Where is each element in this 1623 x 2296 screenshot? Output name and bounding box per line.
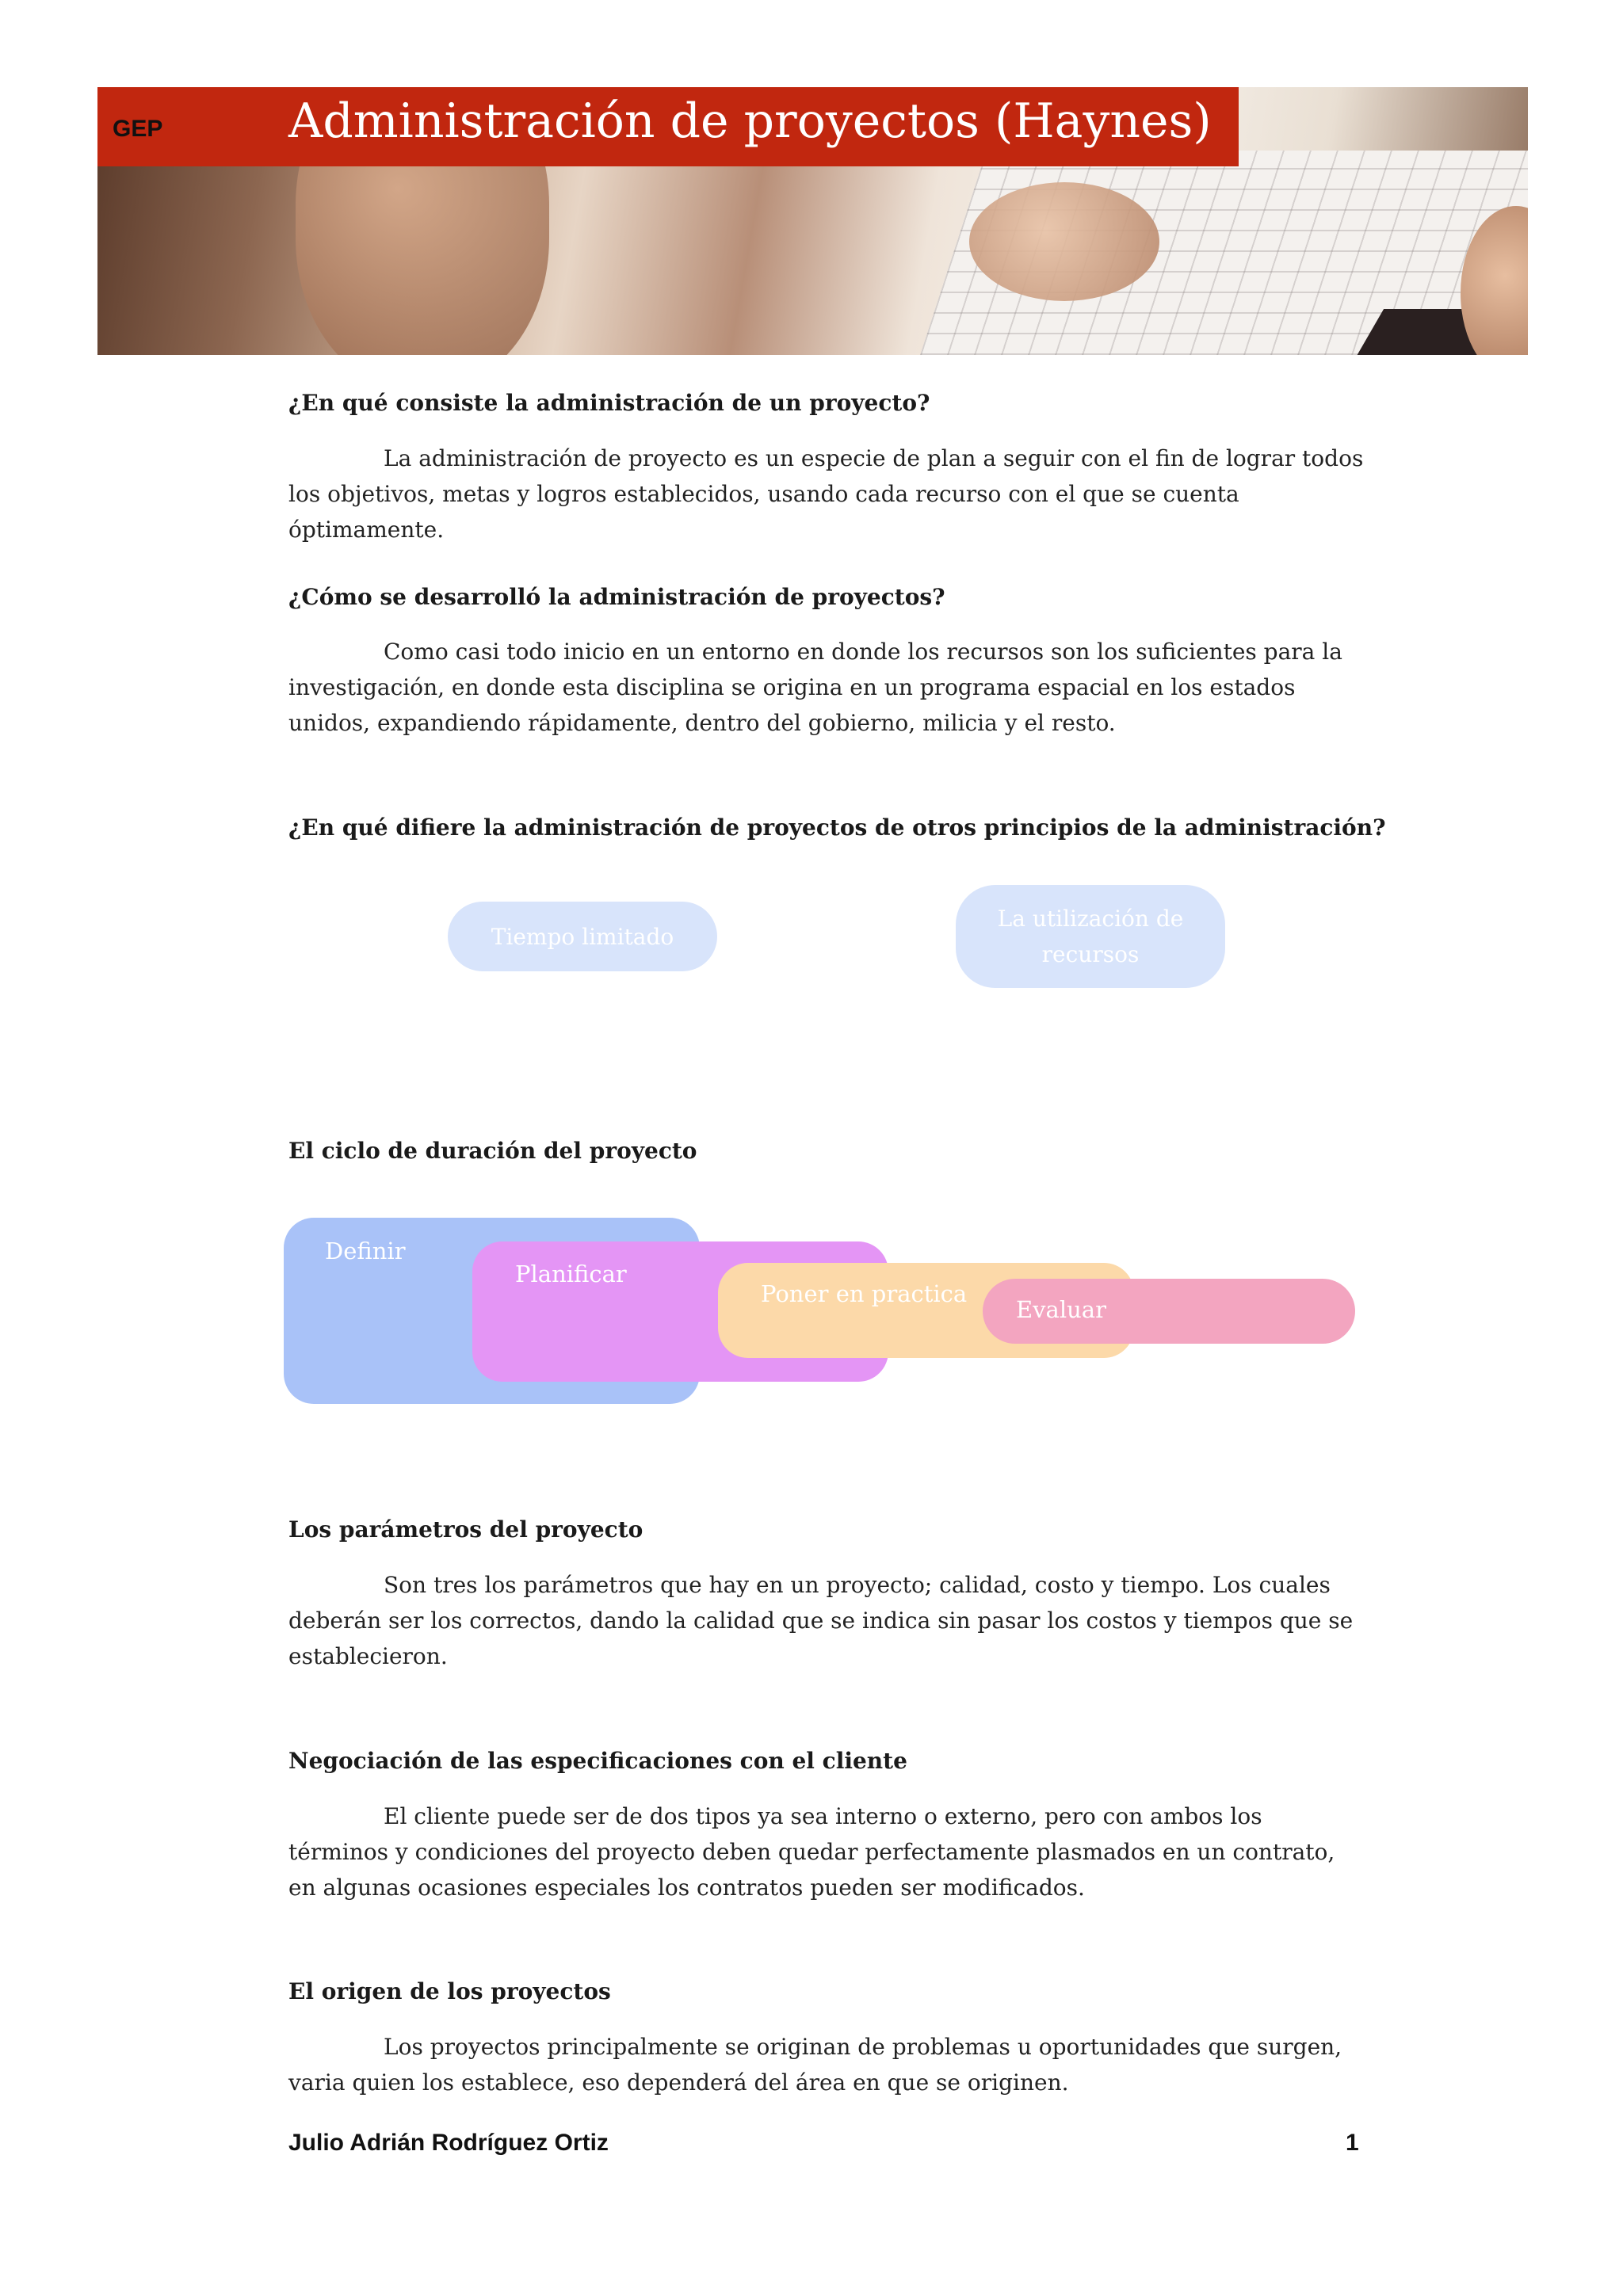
section-heading-7: El origen de los proyectos	[288, 1978, 611, 2004]
section-heading-6: Negociación de las especificaciones con el cliente	[288, 1748, 907, 1774]
section-body-5: Son tres los parámetros que hay en un proyecto; calidad, costo y tiempo. Los cuales deberán ser los correctos, dando la calidad que se indica sin pasar los costos y tiempos que se establecieron.	[288, 1572, 1354, 1669]
footer-author: Julio Adrián Rodríguez Ortiz	[288, 2130, 609, 2156]
cycle-step-label: Definir	[325, 1238, 406, 1264]
cycle-step-label: Poner en practica	[761, 1280, 968, 1307]
page-number: 1	[1346, 2130, 1359, 2156]
cycle-step-evaluar	[983, 1279, 1355, 1344]
section-body-6: El cliente puede ser de dos tipos ya sea interno o externo, pero con ambos los términos y condiciones del proyecto deben quedar perfectamente plasmados en un contrato, en algunas ocasiones especiales los contratos pueden ser modificados.	[288, 1803, 1335, 1901]
section-heading-5: Los parámetros del proyecto	[288, 1516, 643, 1543]
cycle-step-label: Evaluar	[1016, 1296, 1106, 1323]
section-heading-4: El ciclo de duración del proyecto	[288, 1138, 697, 1164]
section-heading-1: ¿En qué consiste la administración de un proyecto?	[288, 390, 930, 416]
section-body-7: Los proyectos principalmente se originan de problemas u oportunidades que surgen, varia quien los establece, eso dependerá del área en que se originen.	[288, 2034, 1342, 2096]
header-tag: GEP	[113, 116, 163, 142]
cycle-step-label: Planificar	[515, 1261, 627, 1287]
difference-pill-1: Tiempo limitado	[448, 902, 717, 971]
difference-pill-2: La utilización de recursos	[956, 885, 1225, 988]
section-heading-2: ¿Cómo se desarrolló la administración de proyectos?	[288, 584, 945, 610]
section-body-1: La administración de proyecto es un especie de plan a seguir con el fin de lograr todos los objetivos, metas y logros establecidos, usando cada recurso con el que se cuenta óptimamente.	[288, 445, 1364, 543]
section-body-2: Como casi todo inicio en un entorno en donde los recursos son los suficientes para la investigación, en donde esta disciplina se origina en un programa espacial en los estados unidos, expandiendo rápidamente, dentro del gobierno, milicia y el resto.	[288, 639, 1342, 736]
page-title: Administración de proyectos (Haynes)	[288, 93, 1212, 149]
section-heading-3: ¿En qué difiere la administración de proyectos de otros principios de la administración?	[288, 814, 1386, 841]
